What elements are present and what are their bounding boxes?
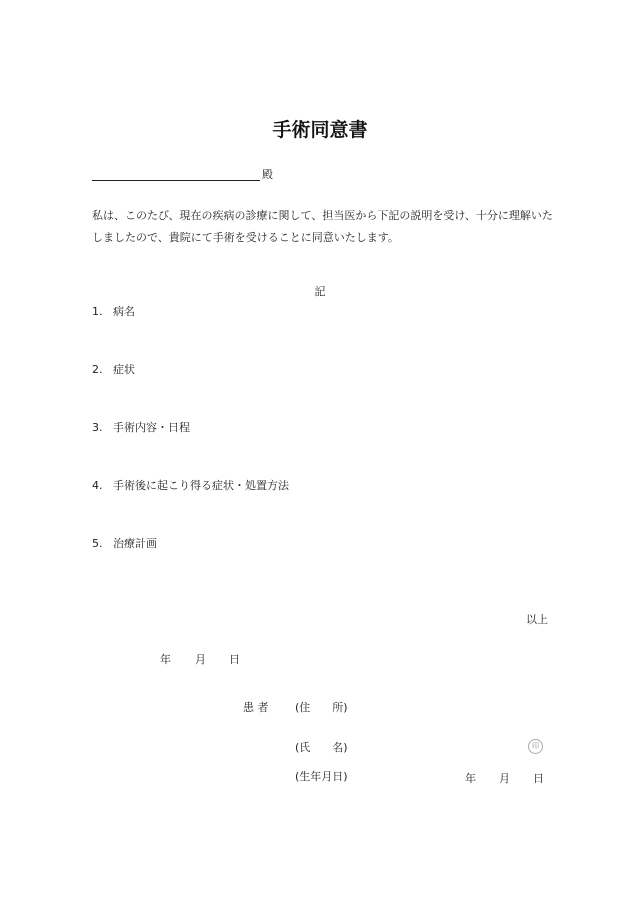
birthdate-fields xyxy=(0,770,640,786)
item-diagnosis xyxy=(92,303,135,319)
item-number: 2. xyxy=(92,363,103,376)
name-label: (氏 名) xyxy=(295,741,348,754)
item-label: 手術後に起こり得る症状・処置方法 xyxy=(113,479,289,492)
ki-heading: 記 xyxy=(314,285,326,298)
birth-year: 年 xyxy=(465,772,476,785)
item-surgery-details xyxy=(92,419,190,435)
item-number: 1. xyxy=(92,305,103,318)
birth-month: 月 xyxy=(499,772,510,785)
closing-ijo: 以上 xyxy=(526,613,548,626)
birth-day: 日 xyxy=(533,772,544,785)
address-label: (住 所) xyxy=(295,701,348,714)
item-treatment-plan xyxy=(92,535,157,551)
item-postop-symptoms xyxy=(92,477,289,493)
addressee-suffix: 殿 xyxy=(262,168,273,181)
item-number: 3. xyxy=(92,421,103,434)
date-day: 日 xyxy=(229,653,240,666)
item-label: 手術内容・日程 xyxy=(113,421,190,434)
patient-label: 患 者 xyxy=(243,701,269,714)
date-month: 月 xyxy=(195,653,206,666)
item-number: 4. xyxy=(92,479,103,492)
item-symptoms xyxy=(92,361,135,377)
seal-mark: 印 xyxy=(528,739,543,754)
item-label: 治療計画 xyxy=(113,537,157,550)
item-label: 症状 xyxy=(113,363,135,376)
item-number: 5. xyxy=(92,537,103,550)
consent-date xyxy=(0,651,640,667)
addressee-blank-line[interactable] xyxy=(92,180,260,181)
consent-statement: 私は、このたび、現在の疾病の診療に関して、担当医から下記の説明を受け、十分に理解いたしましたので、貴院にて手術を受けることに同意いたします。 xyxy=(92,209,553,244)
page-title: 手術同意書 xyxy=(272,119,368,141)
item-label: 病名 xyxy=(113,305,135,318)
birthdate-label: (生年月日) xyxy=(295,770,348,783)
date-year: 年 xyxy=(160,653,171,666)
